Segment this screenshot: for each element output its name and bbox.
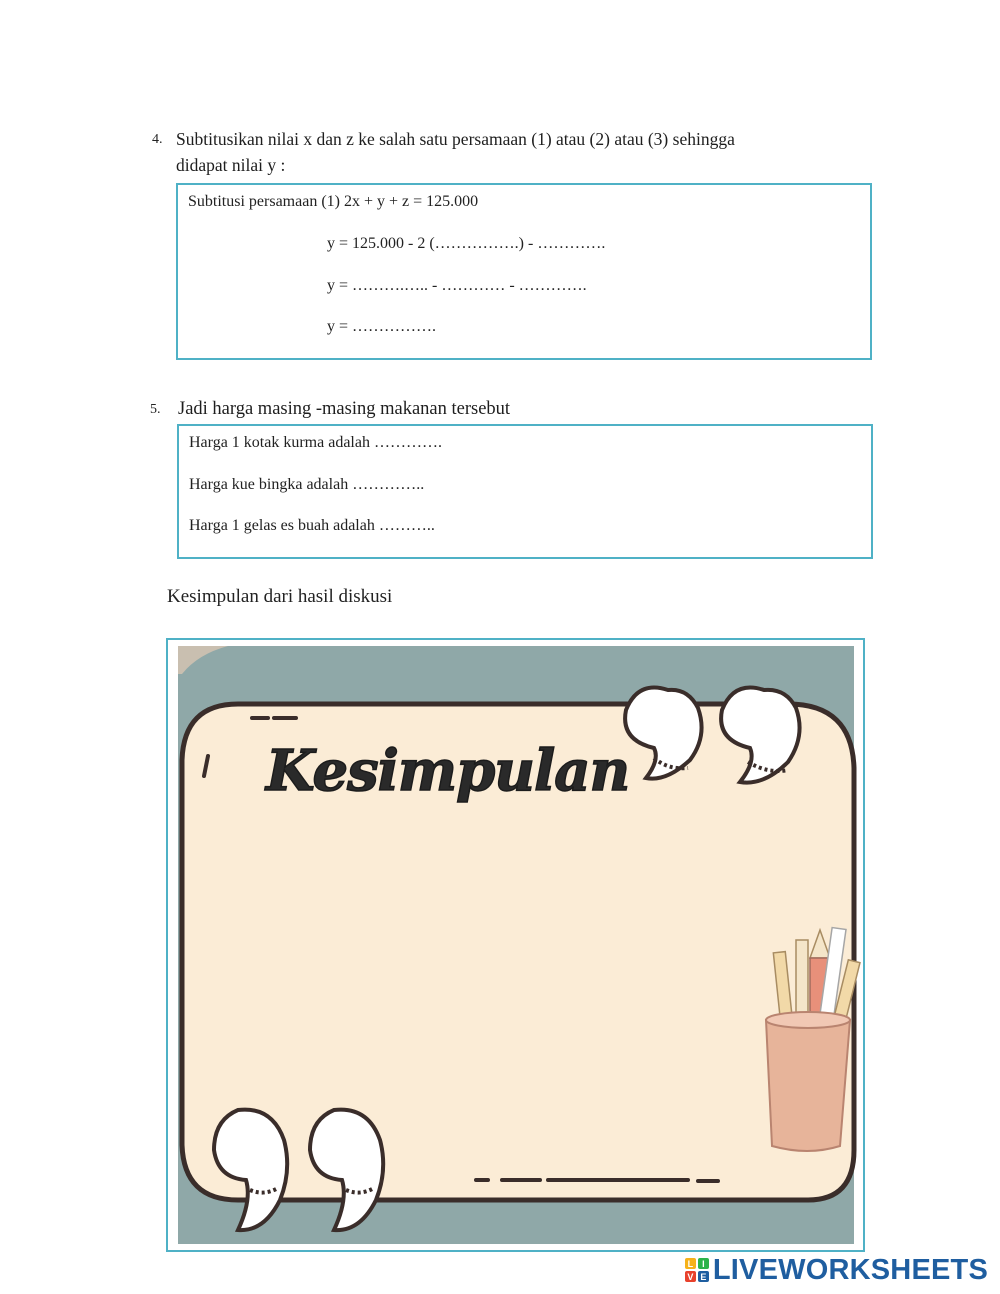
conclusion-frame: [166, 638, 865, 1252]
answer-box-prices: [177, 424, 873, 559]
question-4-number: 4.: [152, 132, 163, 147]
question-5-text: Jadi harga masing -masing makanan tersebut: [178, 399, 511, 419]
substitution-line-4[interactable]: y = …………….: [327, 318, 437, 335]
price-line-bingka[interactable]: Harga kue bingka adalah …………..: [189, 476, 425, 493]
question-4-text-line2: didapat nilai y :: [176, 155, 286, 175]
question-4-text-line1: Subtitusikan nilai x dan z ke salah satu persamaan (1) atau (2) atau (3) sehingga: [176, 129, 735, 149]
substitution-line-2[interactable]: y = 125.000 - 2 (…………….) - ………….: [327, 235, 606, 252]
conclusion-heading: Kesimpulan dari hasil diskusi: [167, 586, 393, 607]
substitution-line-1: Subtitusi persamaan (1) 2x + y + z = 125.000: [188, 193, 479, 210]
price-line-es-buah[interactable]: Harga 1 gelas es buah adalah ………..: [189, 517, 435, 534]
liveworksheets-logo[interactable]: [685, 1253, 988, 1287]
answer-box-substitution: [176, 183, 872, 360]
price-line-kurma[interactable]: Harga 1 kotak kurma adalah ………….: [189, 434, 442, 451]
card-title: Kesimpulan: [266, 738, 630, 804]
conclusion-card: [168, 640, 862, 1249]
panel-dashes-bottom: [476, 1180, 718, 1181]
cup-body: [766, 1020, 850, 1151]
question-5-number: 5.: [150, 402, 161, 417]
logo-text: LIVEWORKSHEETS: [712, 1253, 988, 1286]
logo-mark-icon: L I V E: [685, 1258, 709, 1282]
substitution-line-3[interactable]: y = ……….….. - ………… - ………….: [327, 277, 587, 294]
